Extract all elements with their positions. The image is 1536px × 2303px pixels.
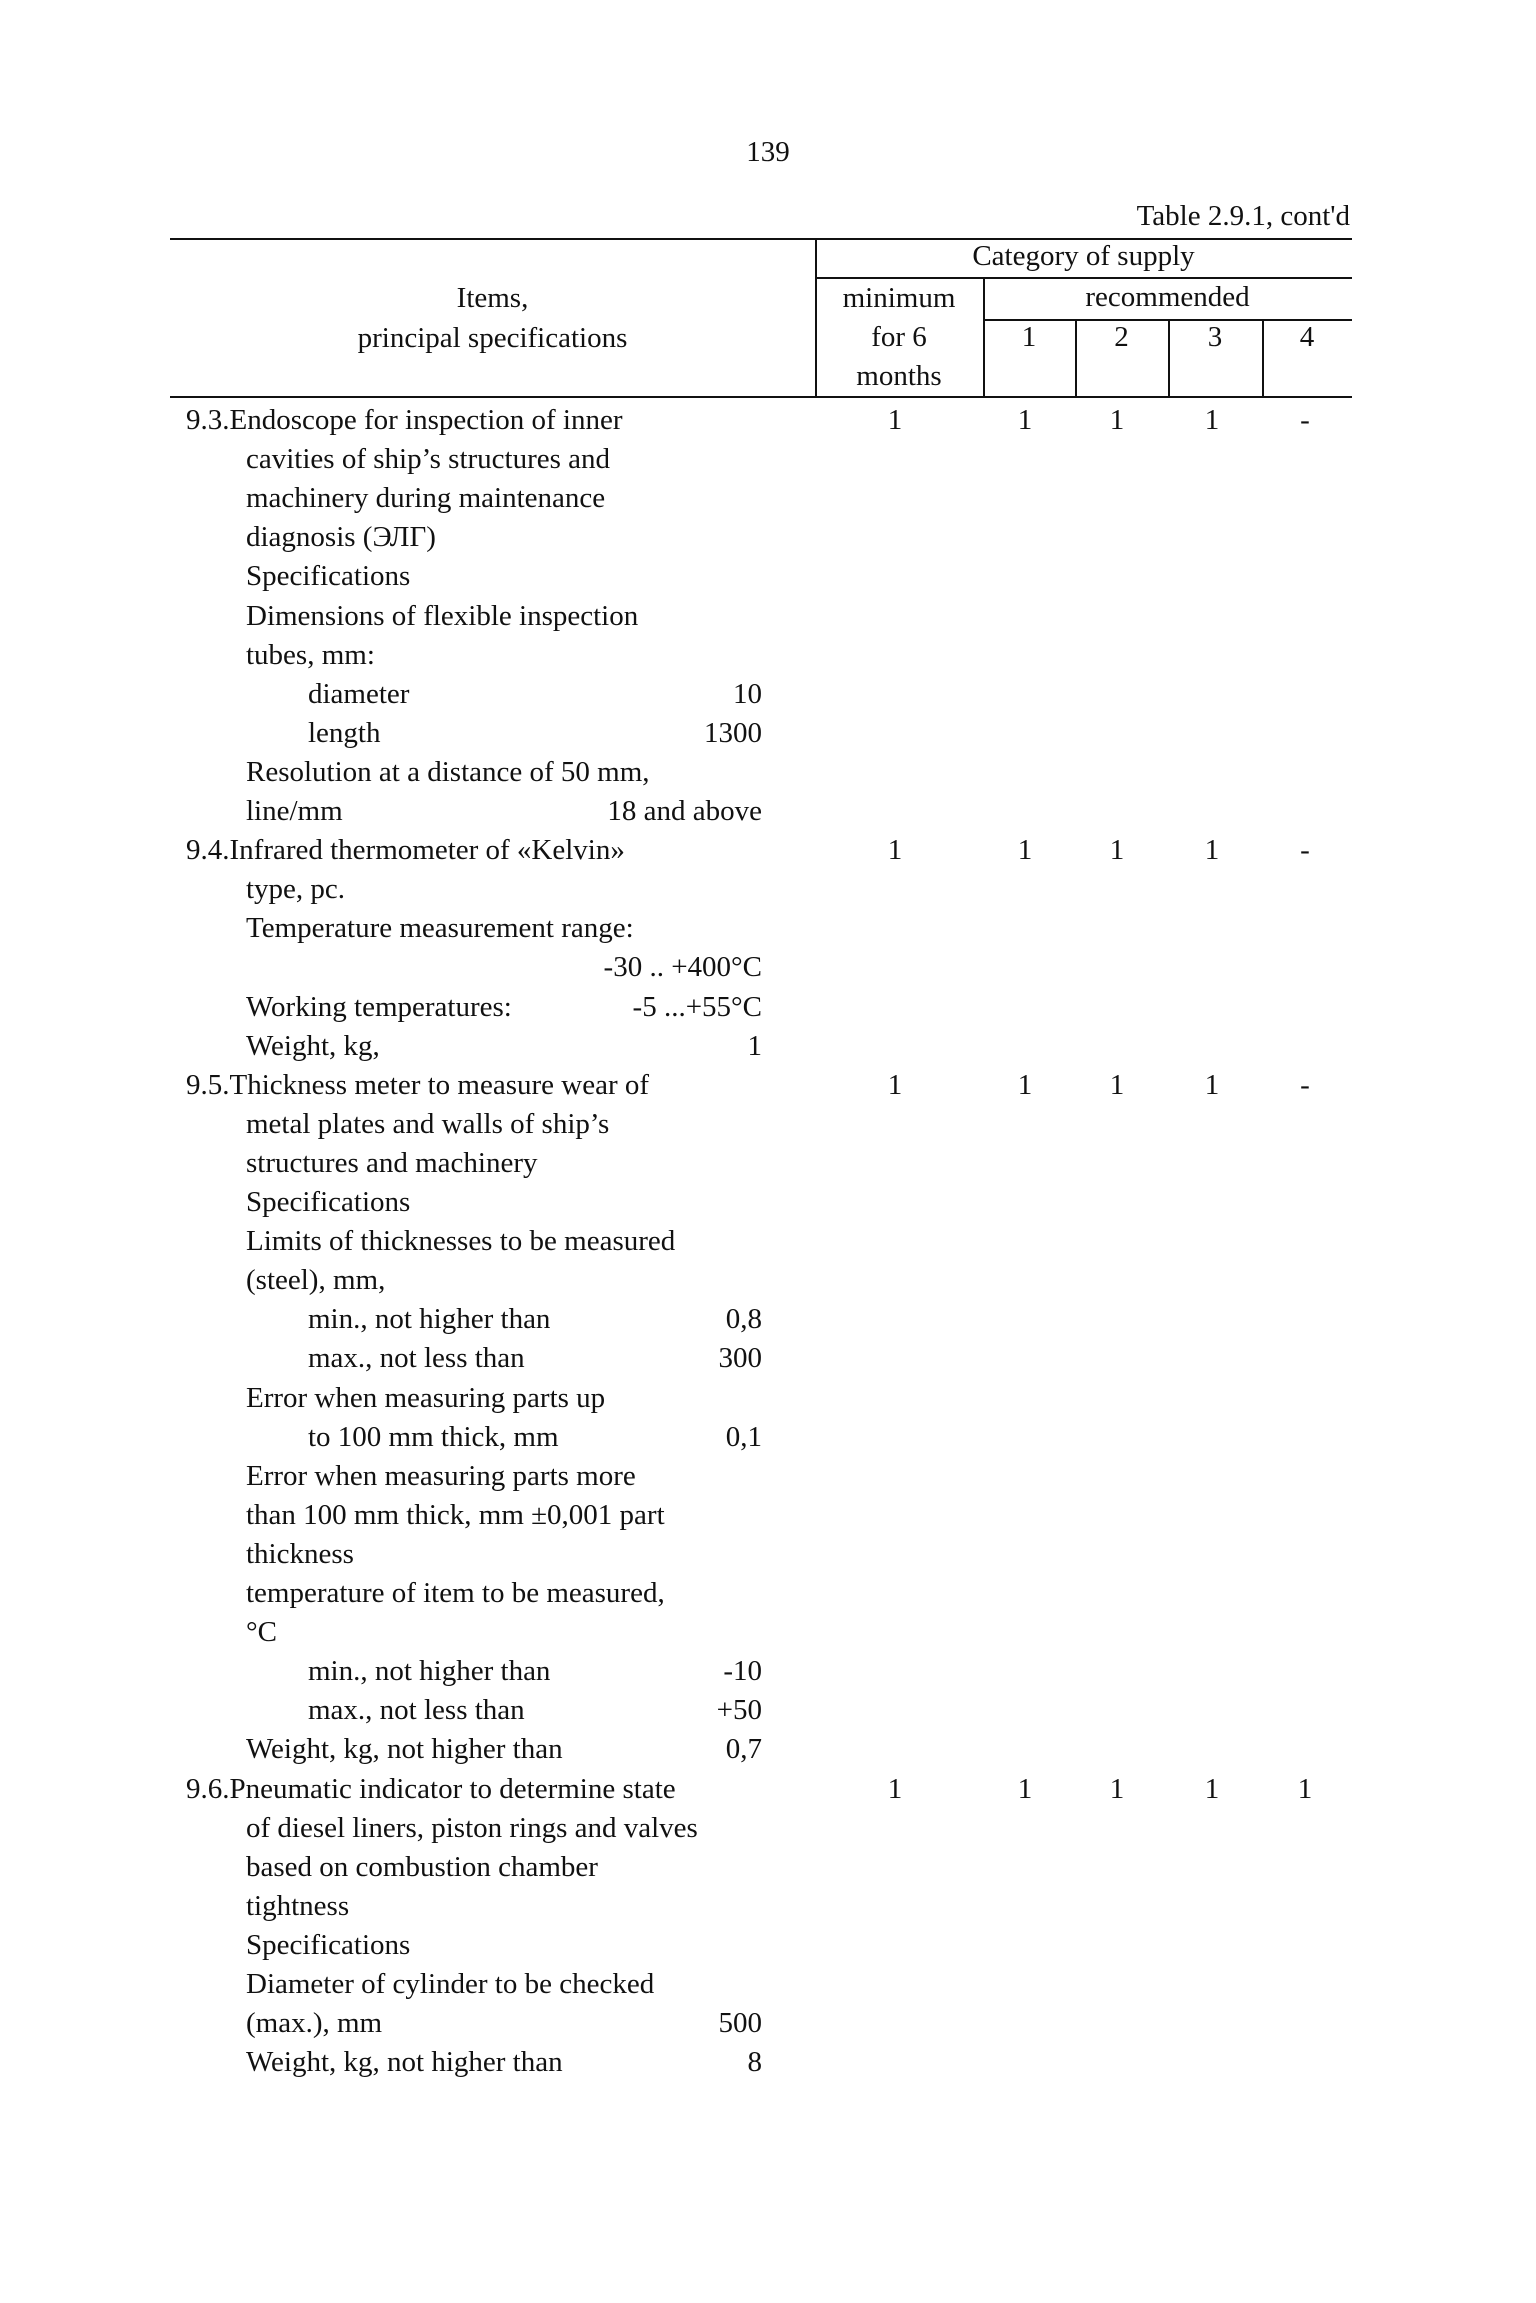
row-9.3-value-4: - bbox=[1300, 404, 1310, 436]
row-9.3-line-1: cavities of ship’s structures and bbox=[246, 443, 611, 476]
row-9.5-line-6: min., not higher than bbox=[308, 1303, 551, 1336]
row-9.4-value-3: 1 bbox=[1204, 834, 1220, 867]
row-9.4-line-5: Weight, kg, bbox=[246, 1029, 380, 1062]
row-9.6-line-3: tightness bbox=[246, 1889, 350, 1922]
row-9.5-line-1: metal plates and walls of ship’s bbox=[246, 1107, 610, 1140]
row-9.5-spec-value-9: 0,1 bbox=[725, 1420, 762, 1453]
row-9.6-value-3: 1 bbox=[1204, 1772, 1220, 1805]
row-9.5-spec-value-7: 300 bbox=[718, 1342, 762, 1375]
row-9.6-line-7: Weight, kg, not higher than bbox=[246, 2046, 563, 2079]
row-9.3-value-0: 1 bbox=[887, 404, 903, 436]
header-col-1: 1 bbox=[1021, 321, 1037, 353]
row-9.4-spec-value-4: -5 ...+55°C bbox=[632, 990, 762, 1023]
row-9.3-line-8: length bbox=[308, 716, 381, 749]
row-9.5-line-4: Limits of thicknesses to be measured bbox=[246, 1225, 676, 1258]
row-9.5-line-3: Specifications bbox=[246, 1186, 411, 1218]
row-9.4-value-4: - bbox=[1300, 834, 1310, 867]
row-9.5-line-11: than 100 mm thick, mm ±0,001 part bbox=[246, 1498, 665, 1531]
header-items-line1: Items, bbox=[456, 282, 529, 314]
row-9.5-line-17: Weight, kg, not higher than bbox=[246, 1733, 563, 1766]
row-9.4-line-2: Temperature measurement range: bbox=[246, 912, 634, 945]
row-9.5-value-1: 1 bbox=[1017, 1068, 1033, 1101]
row-9.5-line-5: (steel), mm, bbox=[246, 1264, 386, 1297]
row-9.4-value-2: 1 bbox=[1109, 834, 1125, 867]
row-9.3-value-1: 1 bbox=[1017, 404, 1033, 436]
row-9.5-spec-value-17: 0,7 bbox=[725, 1733, 762, 1766]
header-col-2: 2 bbox=[1114, 321, 1129, 353]
header-col-3: 3 bbox=[1207, 321, 1223, 353]
row-9.5-spec-value-6: 0,8 bbox=[725, 1303, 762, 1336]
row-9.3-spec-value-7: 10 bbox=[733, 677, 762, 710]
row-9.5-line-15: min., not higher than bbox=[308, 1655, 551, 1688]
row-9.3-line-7: diameter bbox=[308, 677, 410, 710]
row-9.3-value-2: 1 bbox=[1109, 404, 1125, 436]
row-9.4-value-0: 1 bbox=[887, 834, 903, 867]
row-9.6-line-5: Diameter of cylinder to be checked bbox=[246, 1968, 655, 2000]
row-9.5-line-10: Error when measuring parts more bbox=[246, 1459, 636, 1492]
row-9.3-line-3: diagnosis (ЭЛГ) bbox=[246, 521, 436, 554]
header-recommended: recommended bbox=[1085, 281, 1250, 313]
row-9.6-line-0: 9.6.Pneumatic indicator to determine state bbox=[186, 1772, 676, 1805]
header-months: months bbox=[856, 360, 942, 392]
row-9.5-line-8: Error when measuring parts up bbox=[246, 1381, 606, 1414]
row-9.5-line-7: max., not less than bbox=[308, 1342, 525, 1375]
row-9.5-line-14: °C bbox=[246, 1616, 277, 1649]
row-9.5-line-2: structures and machinery bbox=[246, 1146, 538, 1179]
row-9.6-value-2: 1 bbox=[1109, 1772, 1125, 1805]
row-9.3-line-2: machinery during maintenance bbox=[246, 482, 606, 515]
row-9.3-line-10: line/mm bbox=[246, 795, 343, 827]
row-9.5-spec-value-16: +50 bbox=[716, 1694, 762, 1727]
row-9.3-spec-value-10: 18 and above bbox=[607, 795, 762, 827]
table-caption: Table 2.9.1, cont'd bbox=[1136, 200, 1350, 232]
header-items-line2: principal specifications bbox=[357, 322, 628, 354]
row-9.6-line-4: Specifications bbox=[246, 1928, 411, 1961]
row-9.4-value-1: 1 bbox=[1017, 834, 1033, 867]
row-9.5-line-0: 9.5.Thickness meter to measure wear of bbox=[186, 1068, 650, 1101]
row-9.6-line-6: (max.), mm bbox=[246, 2007, 383, 2040]
row-9.3-spec-value-8: 1300 bbox=[704, 716, 762, 749]
row-9.6-spec-value-6: 500 bbox=[718, 2007, 762, 2040]
row-9.5-spec-value-15: -10 bbox=[723, 1655, 762, 1688]
row-9.5-line-12: thickness bbox=[246, 1537, 354, 1570]
row-9.3-value-3: 1 bbox=[1204, 404, 1220, 436]
row-9.5-value-2: 1 bbox=[1109, 1068, 1125, 1101]
row-9.6-spec-value-7: 8 bbox=[747, 2046, 762, 2079]
row-9.5-value-4: - bbox=[1300, 1068, 1310, 1101]
row-9.4-line-0: 9.4.Infrared thermometer of «Kelvin» bbox=[186, 834, 625, 867]
row-9.3-line-6: tubes, mm: bbox=[246, 638, 375, 671]
row-9.4-spec-value-3: -30 .. +400°C bbox=[603, 951, 762, 984]
row-9.6-value-1: 1 bbox=[1017, 1772, 1033, 1805]
row-9.5-line-13: temperature of item to be measured, bbox=[246, 1577, 665, 1609]
header-bottom-rule bbox=[170, 396, 1352, 398]
row-9.6-line-2: based on combustion chamber bbox=[246, 1850, 598, 1883]
row-9.6-value-0: 1 bbox=[887, 1772, 903, 1805]
row-9.5-value-3: 1 bbox=[1204, 1068, 1220, 1101]
header-minimum: minimum bbox=[842, 282, 956, 314]
row-9.4-line-4: Working temperatures: bbox=[246, 990, 512, 1023]
row-9.3-line-9: Resolution at a distance of 50 mm, bbox=[246, 755, 650, 788]
row-9.4-spec-value-5: 1 bbox=[747, 1029, 762, 1062]
page-number: 139 bbox=[746, 136, 790, 168]
header-category: Category of supply bbox=[972, 240, 1195, 272]
row-9.4-line-1: type, pc. bbox=[246, 873, 346, 906]
row-9.3-line-0: 9.3.Endoscope for inspection of inner bbox=[186, 404, 623, 436]
row-9.6-value-4: 1 bbox=[1297, 1772, 1313, 1805]
row-9.5-line-16: max., not less than bbox=[308, 1694, 525, 1727]
row-9.6-line-1: of diesel liners, piston rings and valves bbox=[246, 1811, 698, 1844]
row-9.3-line-5: Dimensions of flexible inspection bbox=[246, 599, 639, 632]
row-9.3-line-4: Specifications bbox=[246, 560, 411, 593]
row-9.5-line-9: to 100 mm thick, mm bbox=[308, 1420, 559, 1453]
header-col-4: 4 bbox=[1299, 321, 1315, 353]
header-for6: for 6 bbox=[871, 321, 927, 353]
row-9.5-value-0: 1 bbox=[887, 1068, 903, 1101]
